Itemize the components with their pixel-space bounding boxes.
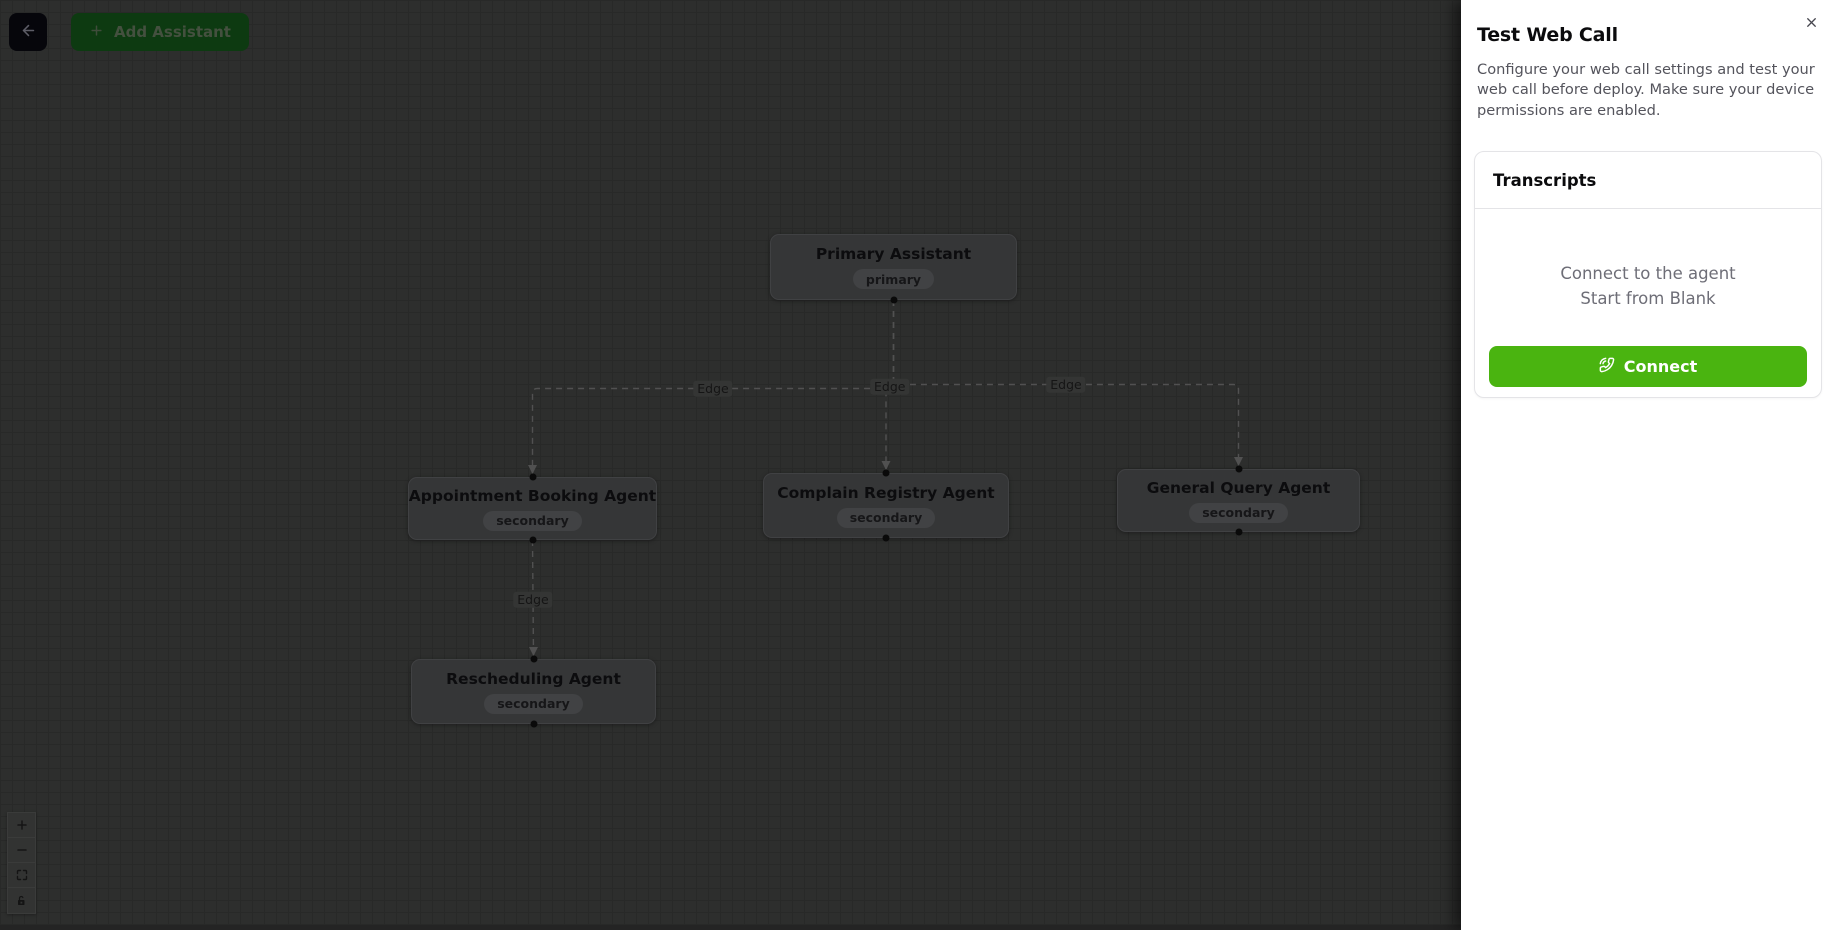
unlock-icon (16, 895, 28, 907)
transcripts-empty-state (1475, 261, 1821, 311)
arrow-left-icon (20, 22, 37, 42)
minus-icon (16, 844, 28, 856)
toggle-interactivity-button[interactable] (8, 888, 35, 913)
fit-view-button[interactable] (8, 863, 35, 888)
node-handle-top[interactable] (529, 474, 536, 481)
agent-node-complain-registry-agent[interactable] (763, 473, 1009, 538)
node-title: Rescheduling Agent (446, 669, 621, 688)
zoom-in-button[interactable] (8, 813, 35, 838)
back-button[interactable] (9, 13, 47, 51)
transcripts-card (1474, 151, 1822, 398)
node-type-badge: secondary (837, 508, 936, 528)
panel-description: Configure your web call settings and test your web call before deploy. Make sure your device permissions are enabled. (1477, 61, 1815, 119)
zoom-out-button[interactable] (8, 838, 35, 863)
node-type-badge: primary (853, 269, 934, 289)
plus-icon (16, 819, 28, 831)
node-handle-bottom[interactable] (530, 721, 537, 728)
node-title: Appointment Booking Agent (408, 486, 657, 505)
close-icon[interactable] (1801, 12, 1821, 32)
phone-call-icon (1599, 357, 1615, 377)
connect-button[interactable] (1489, 346, 1807, 387)
node-title: General Query Agent (1146, 478, 1331, 497)
node-title: Primary Assistant (815, 245, 972, 263)
agent-node-general-query-agent[interactable] (1117, 469, 1360, 532)
edge-label[interactable]: Edge (870, 378, 909, 395)
panel-title: Test Web Call (1477, 24, 1618, 46)
connect-button-label: Connect (1623, 357, 1698, 376)
node-handle-top[interactable] (530, 656, 537, 663)
node-handle-top[interactable] (883, 470, 890, 477)
agent-node-rescheduling-agent[interactable] (411, 659, 656, 724)
empty-state-line2: Start from Blank (1580, 289, 1716, 308)
flow-controls (7, 812, 36, 914)
node-type-badge: secondary (1189, 503, 1288, 523)
edge-label[interactable]: Edge (693, 380, 732, 397)
node-type-badge: secondary (483, 511, 582, 531)
agent-node-primary-assistant[interactable] (770, 234, 1017, 300)
node-handle-bottom[interactable] (529, 537, 536, 544)
edge-label[interactable]: Edge (513, 591, 552, 608)
node-handle-bottom[interactable] (890, 297, 897, 304)
plus-icon (89, 23, 104, 42)
add-assistant-label: Add Assistant (114, 23, 231, 41)
node-handle-top[interactable] (1235, 466, 1242, 473)
node-handle-bottom[interactable] (1235, 529, 1242, 536)
test-web-call-panel (1461, 0, 1835, 930)
node-handle-bottom[interactable] (883, 535, 890, 542)
add-assistant-button[interactable] (71, 13, 249, 51)
agent-node-appointment-booking-agent[interactable] (408, 477, 657, 540)
transcripts-header: Transcripts (1475, 152, 1821, 209)
node-title: Complain Registry Agent (777, 483, 995, 502)
edge-label[interactable]: Edge (1046, 376, 1085, 393)
node-type-badge: secondary (484, 694, 583, 714)
maximize-icon (16, 869, 28, 881)
empty-state-line1: Connect to the agent (1560, 264, 1736, 283)
transcripts-body (1475, 209, 1821, 397)
